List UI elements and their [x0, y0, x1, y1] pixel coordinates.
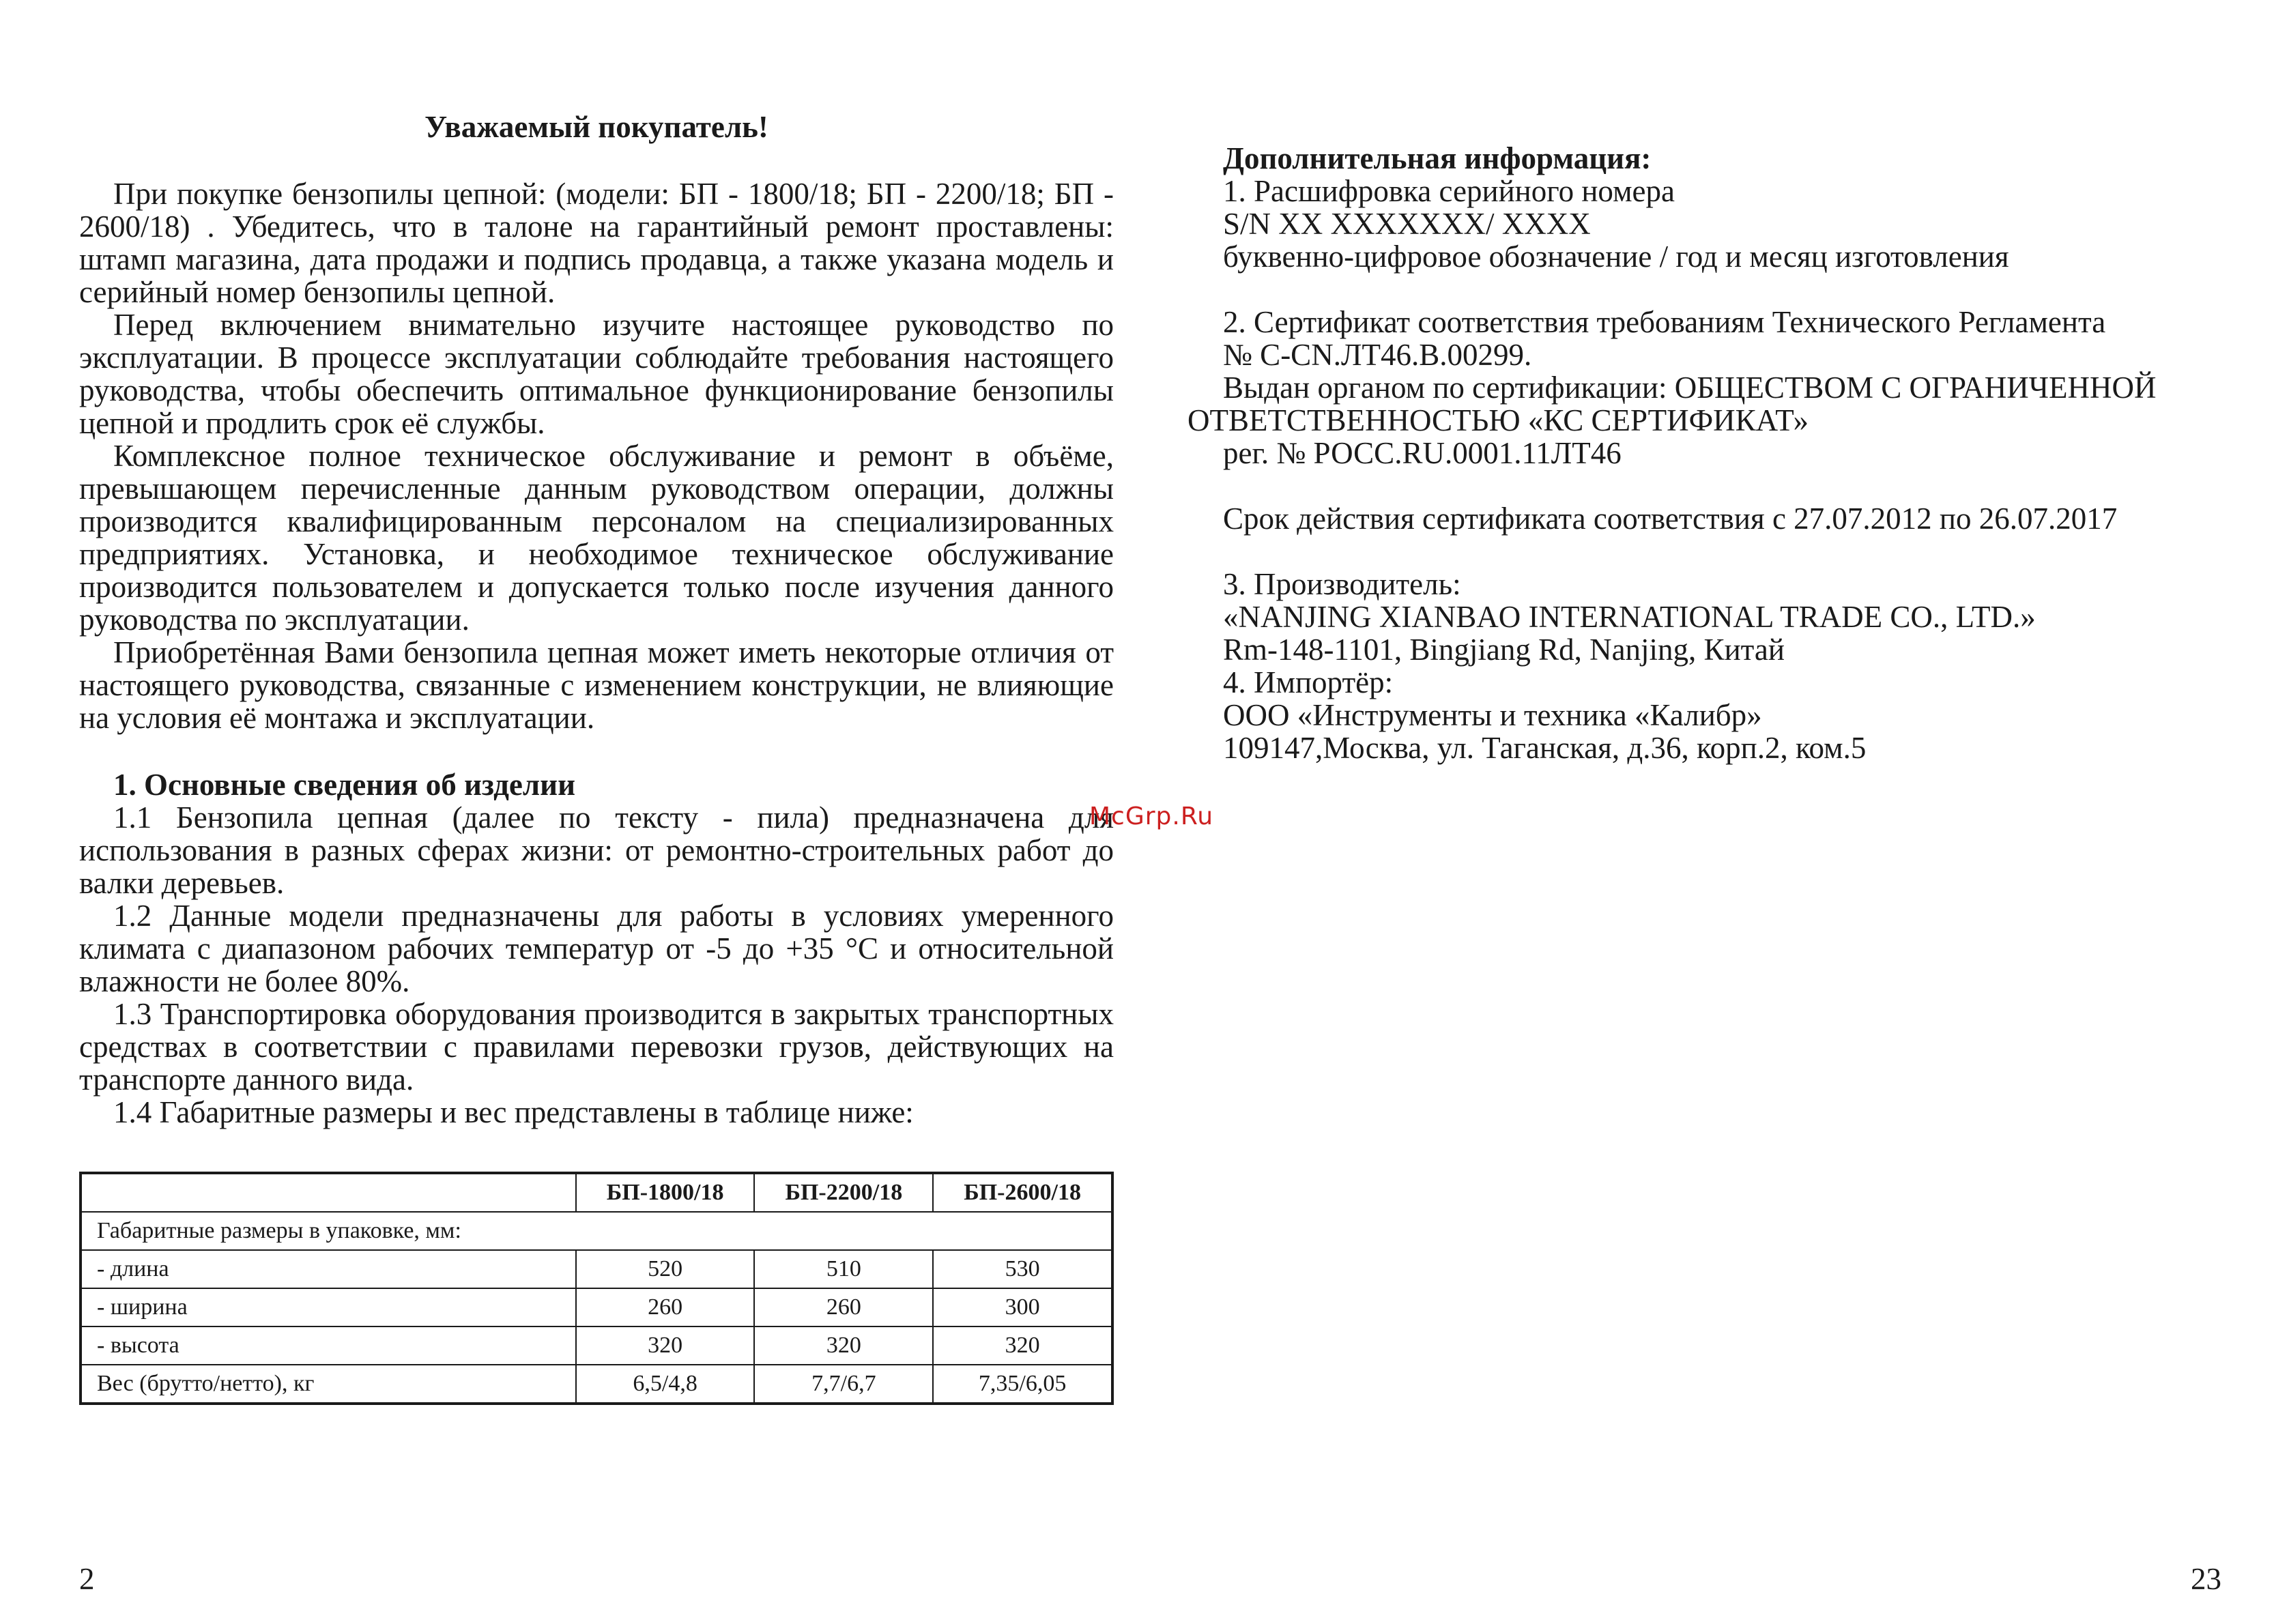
- page-number-right: 23: [2191, 1562, 2221, 1596]
- table-row: [81, 1250, 1112, 1288]
- section-title: 1. Основные сведения об изделии: [113, 768, 575, 802]
- dimensions-table: [79, 1172, 1114, 1405]
- info-line: буквенно-цифровое обозначение / год и месяц изготовления: [1223, 240, 2009, 274]
- table-cell: - высота: [81, 1326, 576, 1365]
- table-group-label: Габаритные размеры в упаковке, мм:: [81, 1212, 1112, 1250]
- info-line: 4. Импортёр:: [1223, 665, 1394, 699]
- table-header-cell: БП-2600/18: [933, 1173, 1112, 1212]
- info-line: Выдан органом по сертификации: ОБЩЕСТВОМ С ОГРАНИЧЕННОЙ: [1223, 371, 2157, 405]
- table-cell: 320: [933, 1326, 1112, 1365]
- section-paragraph-1-3: 1.3 Транспортировка оборудования производится в закрытых транспортных средствах в соответствии с правилами перевозки грузов, действующих на транспорте данного вида.: [79, 997, 1114, 1097]
- table-cell: 260: [576, 1288, 755, 1326]
- intro-paragraph-1: При покупке бензопилы цепной: (модели: БП - 1800/18; БП - 2200/18; БП - 2600/18) . Убедитесь, что в талоне на гарантийный ремонт проставлены: штамп магазина, дата продажи и подпись продавца, а также указана модель и серийный номер бензопилы цепной.: [79, 177, 1114, 309]
- info-line: ООО «Инструменты и техника «Калибр»: [1223, 698, 1762, 732]
- table-cell: 520: [576, 1250, 755, 1288]
- table-cell: 260: [754, 1288, 933, 1326]
- table-header-cell: БП-2200/18: [754, 1173, 933, 1212]
- table-cell: 7,35/6,05: [933, 1365, 1112, 1404]
- table-cell: - длина: [81, 1250, 576, 1288]
- table-cell: 510: [754, 1250, 933, 1288]
- table-cell: 7,7/6,7: [754, 1365, 933, 1404]
- info-line: Rm-148-1101, Bingjiang Rd, Nanjing, Китай: [1223, 633, 1785, 667]
- table-cell: 320: [754, 1326, 933, 1365]
- table-group-row: [81, 1212, 1112, 1250]
- info-line: рег. № РОСС.RU.0001.11ЛТ46: [1223, 436, 1622, 470]
- table-row: [81, 1326, 1112, 1365]
- info-line: 109147,Москва, ул. Таганская, д.36, корп.2, ком.5: [1223, 731, 1867, 765]
- table-cell: 320: [576, 1326, 755, 1365]
- table-row: [81, 1365, 1112, 1404]
- table-cell: 530: [933, 1250, 1112, 1288]
- info-line: «NANJING XIANBAO INTERNATIONAL TRADE CO., LTD.»: [1223, 600, 2036, 634]
- section-paragraph-1-4: 1.4 Габаритные размеры и вес представлены в таблице ниже:: [113, 1095, 914, 1129]
- table-header-row: [81, 1173, 1112, 1212]
- page-title: Уважаемый покупатель!: [424, 110, 768, 144]
- intro-paragraph-3: Комплексное полное техническое обслуживание и ремонт в объёме, превышающем перечисленные данным руководством операции, должны производится квалифицированным персоналом на специализированных предприятиях. Установка, и необходимое техническое обслуживание производится пользователем и допускается только после изучения данного руководства по эксплуатации.: [79, 439, 1114, 637]
- intro-paragraph-4: Приобретённая Вами бензопила цепная может иметь некоторые отличия от настоящего руководства, связанные с изменением конструкции, не влияющие на условия её монтажа и эксплуатации.: [79, 635, 1114, 735]
- section-paragraph-1-1: 1.1 Бензопила цепная (далее по тексту - пила) предназначена для использования в разных сферах жизни: от ремонтно-строительных работ до валки деревьев.: [79, 800, 1114, 900]
- table-cell: Вес (брутто/нетто), кг: [81, 1365, 576, 1404]
- table-header-cell: [81, 1173, 576, 1212]
- table-header-cell: БП-1800/18: [576, 1173, 755, 1212]
- info-line: № C-CN.ЛТ46.В.00299.: [1223, 338, 1532, 372]
- section-paragraph-1-2: 1.2 Данные модели предназначены для работы в условиях умеренного климата с диапазоном рабочих температур от -5 до +35 °С и относительной влажности не более 80%.: [79, 899, 1114, 998]
- watermark-logo: McGrp.Ru: [1089, 802, 1214, 830]
- info-line: S/N XX XXXXXXX/ XXXX: [1223, 207, 1591, 241]
- table-cell: - ширина: [81, 1288, 576, 1326]
- info-line: Срок действия сертификата соответствия с 27.07.2012 по 26.07.2017: [1223, 502, 2118, 536]
- intro-paragraph-2: Перед включением внимательно изучите настоящее руководство по эксплуатации. В процессе эксплуатации соблюдайте требования настоящего руководства, чтобы обеспечить оптимальное функционирование бензопилы цепной и продлить срок её службы.: [79, 308, 1114, 440]
- info-line: 1. Расшифровка серийного номера: [1223, 174, 1675, 208]
- info-line: 2. Сертификат соответствия требованиям Технического Регламента: [1223, 305, 2106, 339]
- additional-info-heading: Дополнительная информация:: [1223, 141, 1652, 175]
- info-line: ОТВЕТСТВЕННОСТЬЮ «КС СЕРТИФИКАТ»: [1187, 403, 1809, 437]
- table-cell: 300: [933, 1288, 1112, 1326]
- page-number-left: 2: [79, 1562, 95, 1596]
- table-cell: 6,5/4,8: [576, 1365, 755, 1404]
- info-line: 3. Производитель:: [1223, 567, 1461, 601]
- table-row: [81, 1288, 1112, 1326]
